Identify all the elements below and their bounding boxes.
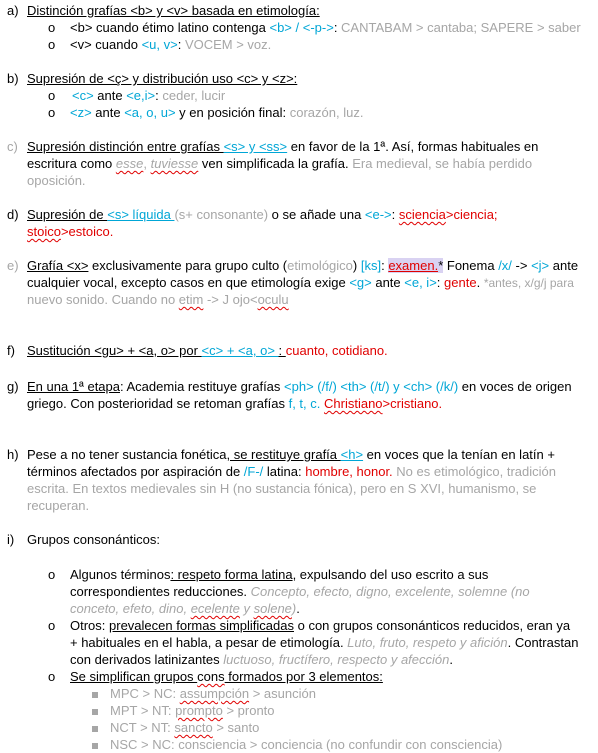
item-b-bullet-1: o <c> ante <e,i>: ceder, lucir	[48, 88, 226, 103]
sub-item-nsc: NSC > NC: consciencia > conciencia (no confundir con consciencia)	[92, 736, 502, 753]
item-i-bullet-2-line-2: + habituales en el habla, a pesar de etimología. Luto, fruto, respeto y afición. Contrastan	[70, 635, 579, 650]
item-b-heading: Supresión de <ç> y distribución uso <c> y <z>:	[27, 71, 298, 86]
bullet-o-icon: o	[48, 20, 56, 35]
item-i-bullet-2-line-3: con derivados latinizantes luctuoso, fructífero, respecto y afección.	[70, 652, 453, 667]
item-g-line-2: griego. Con posterioridad se retoman grafías f, t, c. Christiano>cristiano.	[27, 396, 443, 411]
bullet-o-icon: o	[48, 669, 56, 684]
bullet-o-icon: o	[48, 37, 56, 52]
sub-item-mpc: MPC > NC: assumpción > asunción	[92, 685, 316, 702]
item-f-line-1: Sustitución <gu> + <a, o> por <c> + <a, o> : cuanto, cotidiano.	[27, 343, 388, 358]
item-i-bullet-3-heading: o Se simplifican grupos cons formados por 3 elementos:	[48, 669, 383, 684]
square-bullet-icon	[92, 743, 98, 749]
item-e-line-2: cualquier vocal, excepto casos en que etimología exige <g> ante <e, i>: gente. *antes, x/g/j para	[27, 275, 574, 290]
item-i-bullet-1-line-3: conceto, efeto, dino, ecelente y solene).	[70, 601, 300, 616]
item-c-line-3: oposición.	[27, 173, 86, 188]
item-b-bullet-2: o <z> ante <a, o, u> y en posición final: corazón, luz.	[48, 105, 364, 120]
item-f-marker: f)	[7, 343, 15, 358]
item-i-heading: Grupos consonánticos:	[27, 532, 160, 547]
item-e-line-3: nuevo sonido. Cuando no etim -> J ojo<oculu	[27, 292, 289, 307]
bullet-o-icon: o	[48, 88, 56, 103]
item-g-line-1: En una 1ª etapa: Academia restituye grafías <ph> (/f/) <th> (/t/) y <ch> (/k/) en voces de origen	[27, 379, 572, 394]
item-a-heading: Distinción grafías <b> y <v> basada en etimología:	[27, 3, 320, 18]
sub-item-mpt: MPT > NT: prompto > pronto	[92, 702, 275, 719]
bullet-o-icon: o	[48, 105, 56, 120]
sub-item-nct: NCT > NT: sancto > santo	[92, 719, 259, 736]
item-h-line-2: términos afectados por aspiración de /F-/ latina: hombre, honor. No es etimológico, tradición	[27, 464, 556, 479]
item-a-marker: a)	[7, 3, 19, 18]
item-c-marker: c)	[7, 139, 18, 154]
item-g-marker: g)	[7, 379, 19, 394]
item-h-line-1: Pese a no tener sustancia fonética, se restituye grafía <h> en voces que la tenían en latín +	[27, 447, 555, 462]
item-d-line-2: stoico>estoico.	[27, 224, 114, 239]
item-i-marker: i)	[7, 532, 15, 547]
square-bullet-icon	[92, 726, 98, 732]
square-bullet-icon	[92, 692, 98, 698]
item-h-line-4: recuperan.	[27, 498, 90, 513]
item-e-line-1: Grafía <x> exclusivamente para grupo culto (etimológico) [ks]: examen.* Fonema /x/ -> <j> ante	[27, 258, 579, 273]
item-b-marker: b)	[7, 71, 19, 86]
item-h-marker: h)	[7, 447, 19, 462]
bullet-o-icon: o	[48, 567, 56, 582]
item-d-marker: d)	[7, 207, 19, 222]
bullet-o-icon: o	[48, 618, 56, 633]
item-a-bullet-2: o <v> cuando <u, v>: VOCEM > voz.	[48, 37, 272, 52]
item-d-line-1: Supresión de <s> líquida (s+ consonante) o se añade una <e->: sciencia>ciencia;	[27, 207, 498, 222]
item-a-bullet-1: o <b> cuando étimo latino contenga <b> / <-p->: CANTABAM > cantaba; SAPERE > saber	[48, 20, 581, 35]
item-i-bullet-1-line-2: correspondientes reducciones. Concepto, efecto, digno, excelente, solemne (no	[70, 584, 530, 599]
item-c-line-1: Supresión distinción entre grafías <s> y <ss> en favor de la 1ª. Así, formas habituales en	[27, 139, 539, 154]
item-h-line-3: escrita. En textos medievales sin H (no sustancia fónica), pero en S XVI, humanismo, se	[27, 481, 537, 496]
square-bullet-icon	[92, 709, 98, 715]
item-c-line-2: escritura como esse, tuviesse ven simplificada la grafía. Era medieval, se había perdido	[27, 156, 533, 171]
item-i-bullet-2-line-1: o Otros: prevalecen formas simplificadas o con grupos consonánticos reducidos, eran ya	[48, 618, 571, 633]
item-i-bullet-1-line-1: o Algunos términos: respeto forma latina, expulsando del uso escrito a sus	[48, 567, 489, 582]
item-e-marker: e)	[7, 258, 19, 273]
